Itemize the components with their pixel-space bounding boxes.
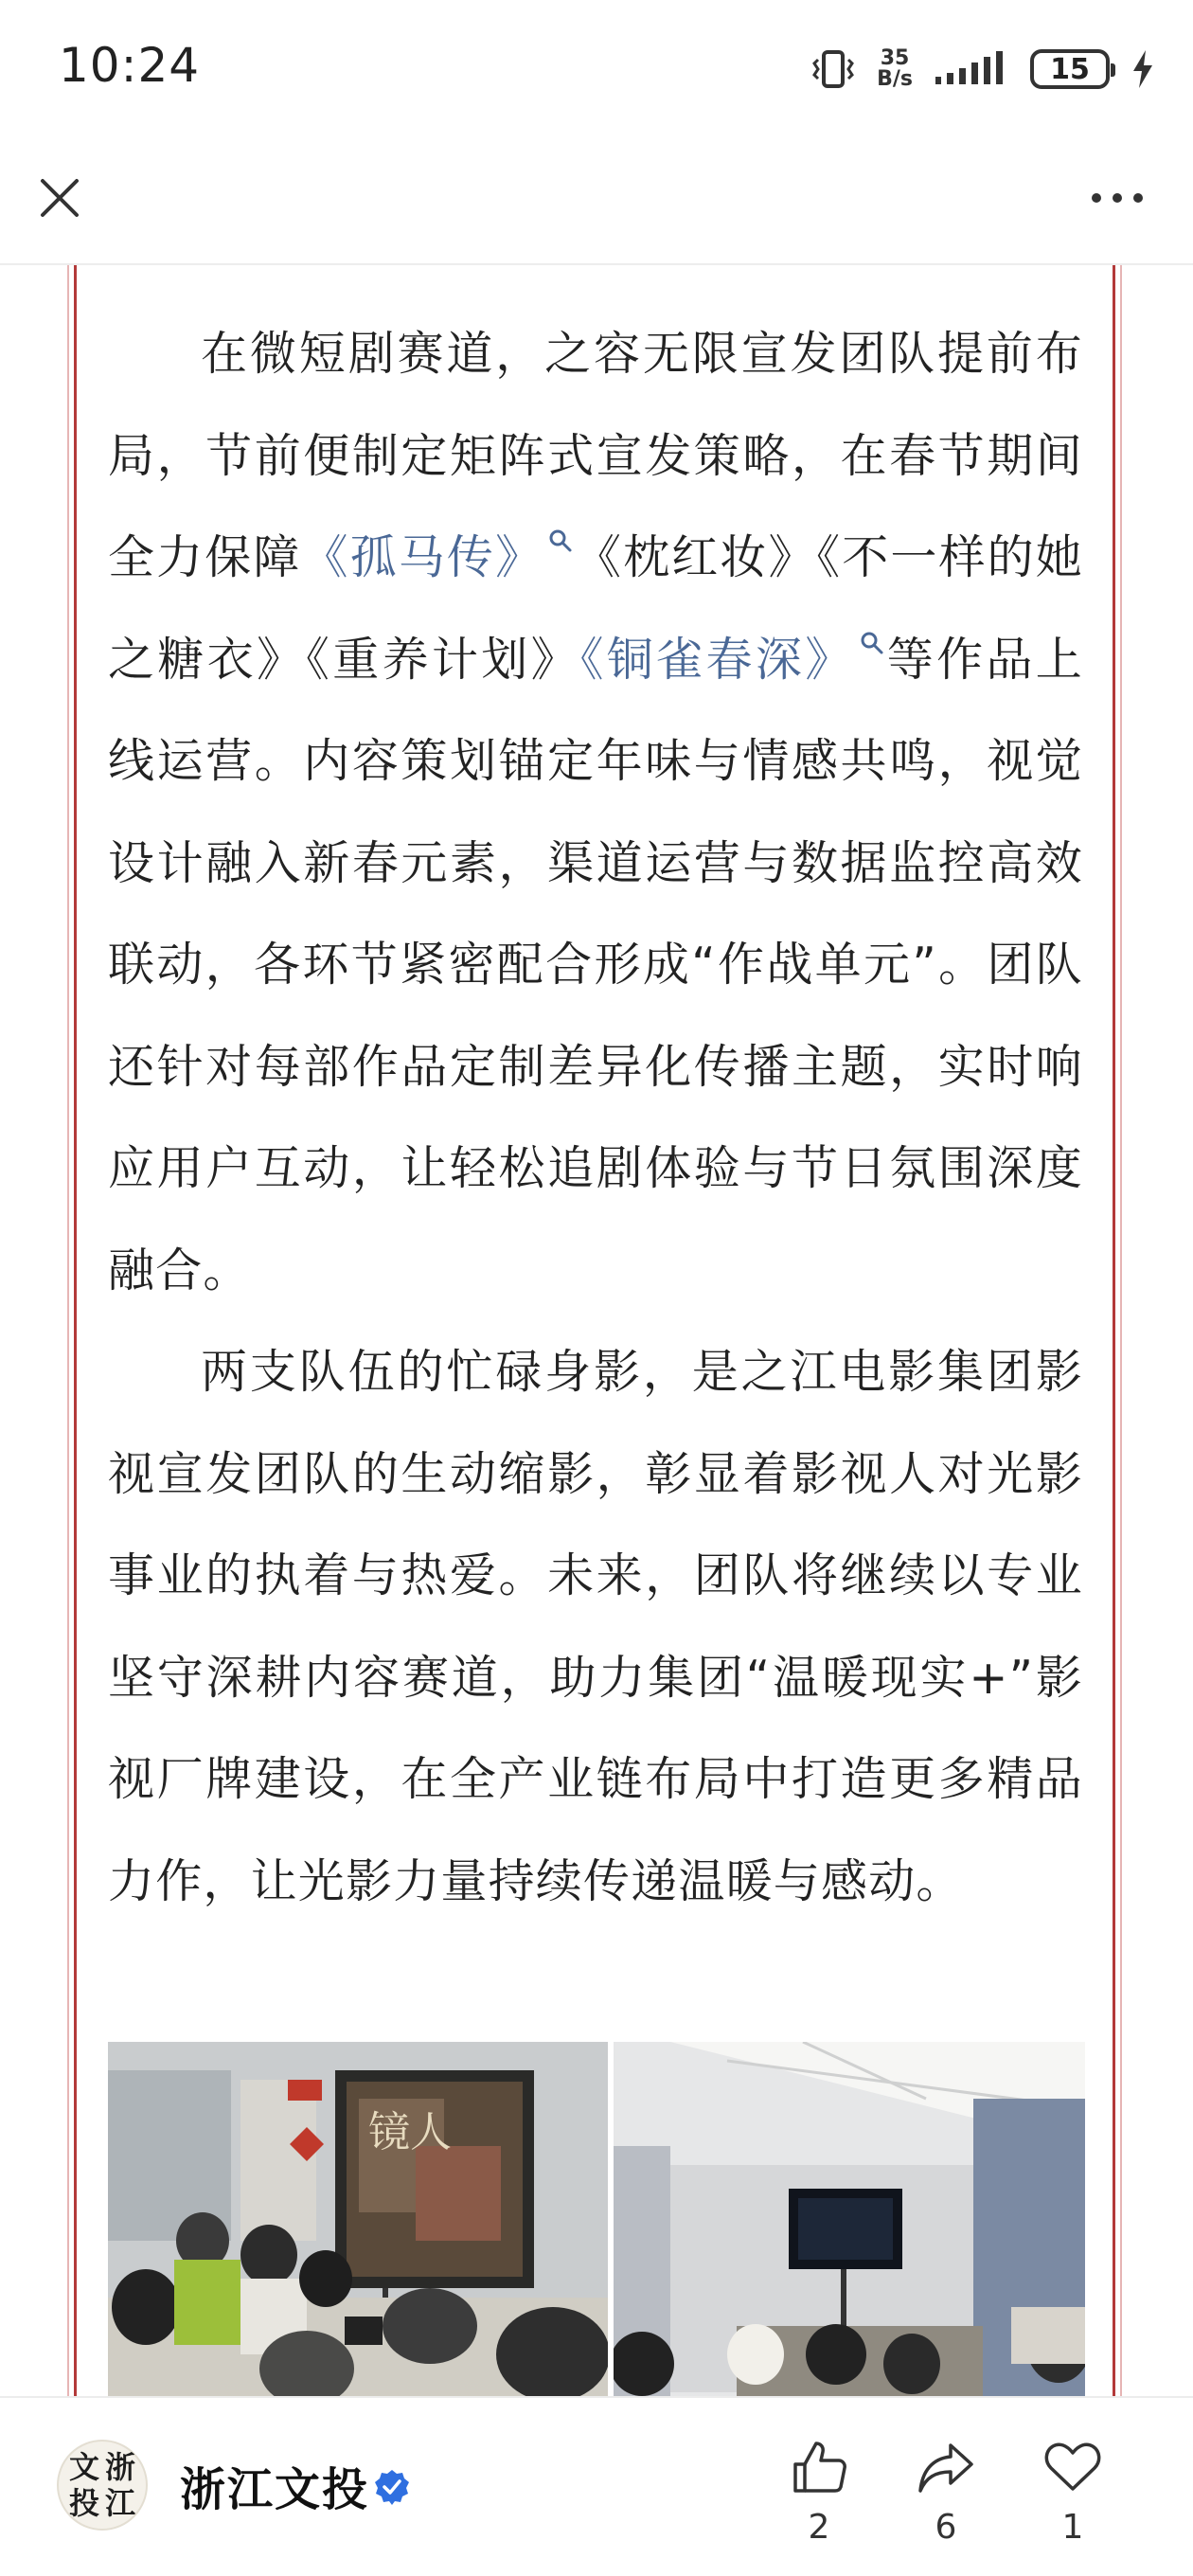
screening-room-photo[interactable] <box>614 2042 1085 2396</box>
article-content <box>0 265 1193 2396</box>
favorite-button[interactable] <box>1021 2436 1125 2568</box>
share-count: 6 <box>935 2508 957 2547</box>
like-count: 2 <box>808 2508 830 2547</box>
signal-icon <box>934 48 1009 90</box>
article-text <box>108 303 1083 1932</box>
paragraph-1 <box>108 303 1083 1321</box>
account-avatar[interactable] <box>57 2440 148 2531</box>
share-button[interactable] <box>894 2436 998 2568</box>
more-dots-icon <box>1133 193 1143 203</box>
verified-badge-icon <box>373 2468 411 2506</box>
charging-bolt-icon <box>1131 48 1155 90</box>
logo-char: 浙 <box>104 2449 135 2485</box>
status-icons <box>810 36 1155 102</box>
text-segment: 两支队伍的忙碌身影，是之江电影集团影视宣发团队的生动缩影，彰显着影视人对光影事业的执着与热爱。未来，团队将继续以专业坚守深耕内容赛道，助力集团“温暖现实+”影视厂牌建设，在全产业链布局中打造更多精品力作，让光影力量持续传递温暖与感动。 <box>108 1345 1083 1908</box>
logo-char: 文 <box>68 2449 99 2485</box>
search-icon[interactable] <box>859 630 885 656</box>
paragraph-2 <box>108 1321 1083 1932</box>
logo-char: 投 <box>68 2485 99 2521</box>
nav-bar <box>0 133 1193 265</box>
vibrate-icon <box>810 48 856 90</box>
logo-mark <box>66 2449 138 2521</box>
more-dots-icon <box>1113 193 1122 203</box>
status-time: 10:24 <box>59 38 201 93</box>
battery-level: 15 <box>1050 52 1090 86</box>
team-working-illustration <box>108 2042 608 2396</box>
team-working-photo[interactable] <box>108 2042 608 2396</box>
poster-text: 镜人 <box>368 2108 452 2156</box>
logo-char: 江 <box>104 2485 135 2521</box>
favorite-count: 1 <box>1061 2508 1084 2547</box>
photo-row <box>108 2042 1085 2396</box>
heart-icon <box>1042 2436 1104 2498</box>
battery-nub <box>1111 63 1115 77</box>
close-button[interactable] <box>28 167 91 229</box>
text-segment: 等作品上线运营。内容策划锚定年味与情感共鸣，视觉设计融入新春元素，渠道运营与数据监控高效联动，各环节紧密配合形成“作战单元”。团队还针对每部作品定制差异化传播主题，实时响应用户互动，让轻松追剧体验与节日氛围深度融合。 <box>108 632 1083 1297</box>
bottom-bar <box>0 2396 1193 2576</box>
text-segment: 《枕红妆》《不一样的她之糖衣》《重养计划》 <box>108 530 1083 687</box>
text-segment: 在微短剧赛道，之容无限宣发团队提前布局，节前便制定矩阵式宣发策略，在春节期间全力保障 <box>108 327 1083 584</box>
more-button[interactable] <box>1079 167 1155 229</box>
net-speed-unit: B/s <box>877 67 913 91</box>
link-guma-zhuan[interactable]: 《孤马传》 <box>301 530 544 584</box>
battery-icon <box>1030 49 1110 89</box>
status-bar <box>0 0 1193 133</box>
like-button[interactable] <box>767 2436 871 2568</box>
account-name[interactable]: 浙江文投 <box>180 2463 370 2516</box>
search-icon[interactable] <box>547 528 574 554</box>
link-tongque-chunshen[interactable]: 《铜雀春深》 <box>580 632 855 687</box>
share-arrow-icon <box>915 2436 977 2498</box>
screening-room-illustration <box>614 2042 1085 2396</box>
net-speed <box>877 48 913 90</box>
more-dots-icon <box>1092 193 1101 203</box>
net-speed-value: 35 <box>880 46 910 70</box>
close-icon <box>37 175 82 221</box>
thumbs-up-icon <box>788 2436 850 2498</box>
